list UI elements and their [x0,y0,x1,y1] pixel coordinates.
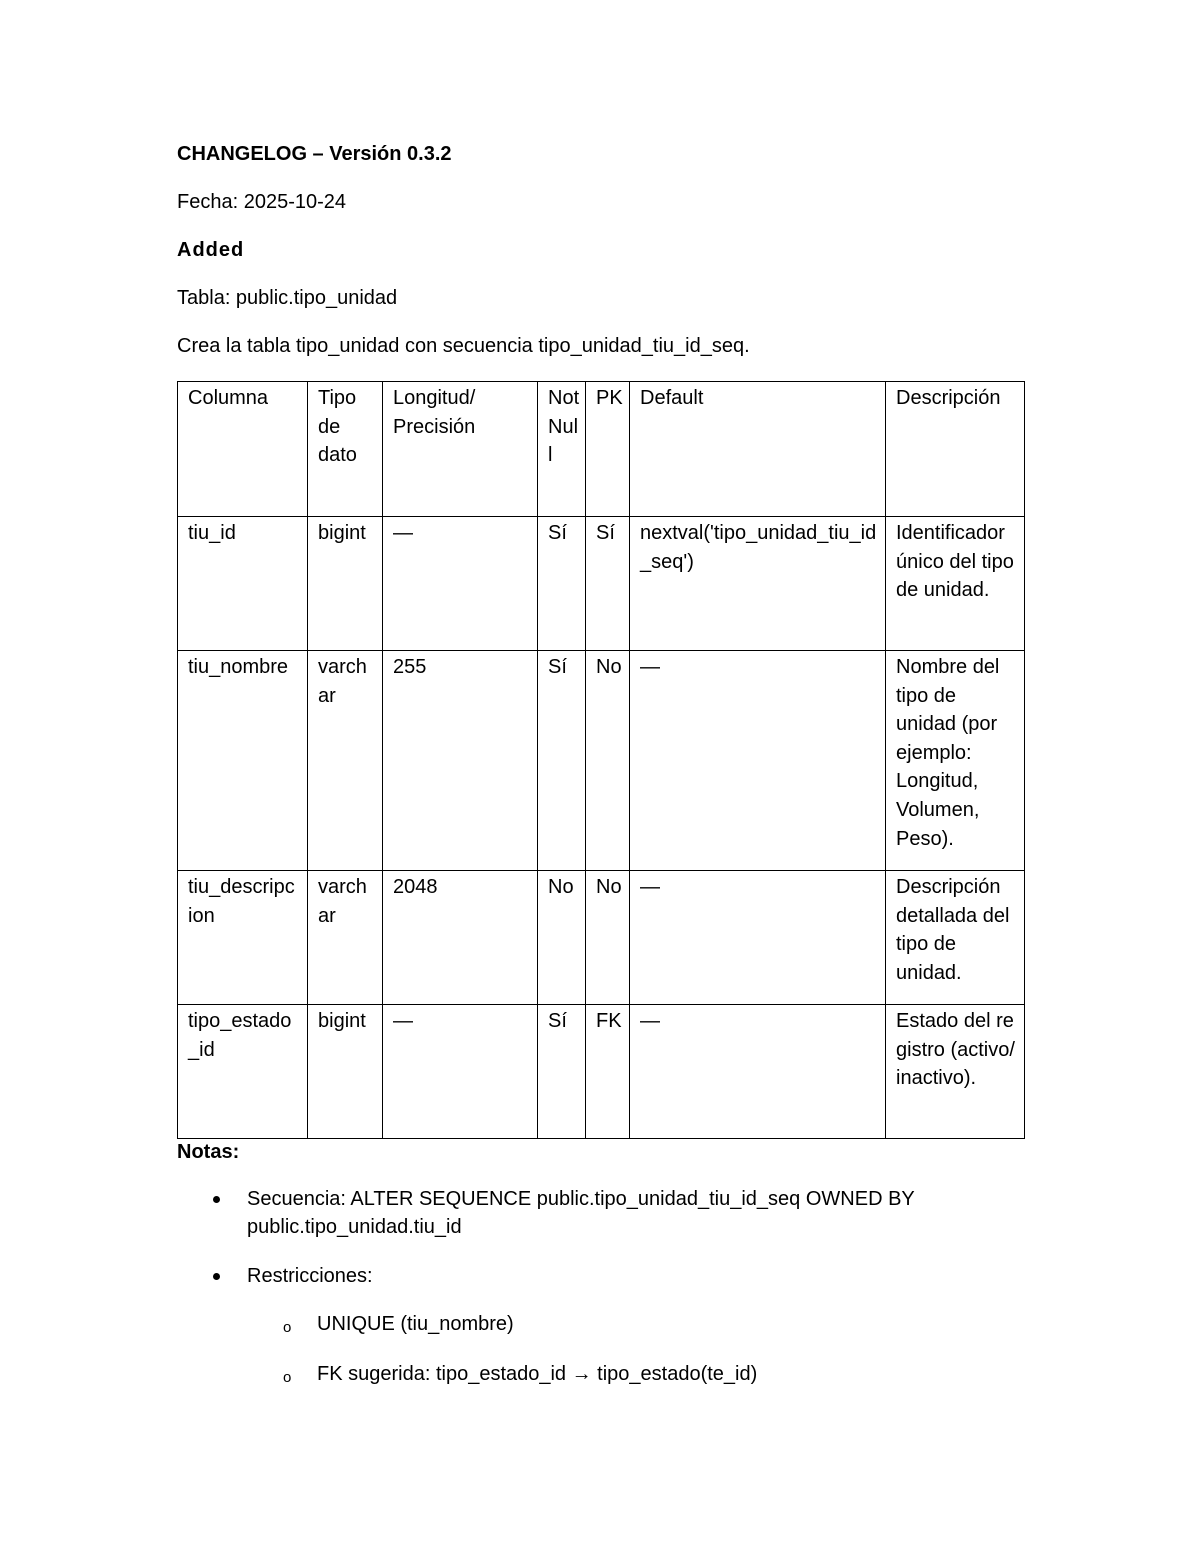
table-cell: tiu_descripcion [178,871,308,1005]
table-row [178,871,1025,1005]
bullet-dot-icon [213,1196,220,1203]
table-cell: 2048 [383,871,538,1005]
table-cell: Descripción detallada del tipo de unidad. [886,871,1025,1005]
note-item-restrictions: Restricciones: [247,1265,373,1287]
table-cell: Sí [538,651,586,871]
header-cell: Longitud/ Precisión [383,382,538,517]
header-cell: Descripción [886,382,1025,517]
table-cell: FK [586,1005,630,1139]
table-cell: Sí [538,1005,586,1139]
table-row [178,1005,1025,1139]
bullet-circle-icon: o [283,1319,292,1336]
table-cell: tipo_estado_id [178,1005,308,1139]
table-cell: — [630,651,886,871]
header-cell: Tipo de dato [308,382,383,517]
table-cell: varchar [308,871,383,1005]
table-cell: nextval('tipo_unidad_tiu_id_seq') [630,517,886,651]
table-cell: — [630,871,886,1005]
table-cell: No [538,871,586,1005]
header-cell: PK [586,382,630,517]
table-cell: Nombre del tipo de unidad (por ejemplo: Longitud, Volumen, Peso). [886,651,1025,871]
table-cell: bigint [308,1005,383,1139]
table-cell: Sí [538,517,586,651]
header-cell: Columna [178,382,308,517]
table-cell: No [586,871,630,1005]
bullet-dot-icon [213,1273,220,1280]
table-cell: tiu_nombre [178,651,308,871]
table-row [178,651,1025,871]
table-cell: 255 [383,651,538,871]
table-summary: Crea la tabla tipo_unidad con secuencia tipo_unidad_tiu_id_seq. [177,335,750,357]
table-cell: — [383,517,538,651]
table-cell: tiu_id [178,517,308,651]
table-cell: — [630,1005,886,1139]
section-heading: Added [177,239,245,261]
note-item-sequence: Secuencia: ALTER SEQUENCE public.tipo_unidad_tiu_id_seq OWNED BY public.tipo_unidad.tiu_id [247,1188,915,1238]
header-cell: Not Null [538,382,586,517]
header-cell: Default [630,382,886,517]
schema-table [177,381,1025,1139]
table-cell: No [586,651,630,871]
document-date: Fecha: 2025-10-24 [177,191,347,213]
table-row [178,517,1025,651]
document-title: CHANGELOG – Versión 0.3.2 [177,143,452,165]
table-cell: Sí [586,517,630,651]
note-subitem-unique: UNIQUE (tiu_nombre) [317,1313,514,1335]
table-header-row [178,382,1025,517]
notes-title: Notas: [177,1141,240,1163]
table-cell: varchar [308,651,383,871]
table-cell: Estado del registro (activo/inactivo). [886,1005,1025,1139]
table-name: Tabla: public.tipo_unidad [177,287,398,309]
table-cell: bigint [308,517,383,651]
table-cell: Identificador único del tipo de unidad. [886,517,1025,651]
note-subitem-fk: FK sugerida: tipo_estado_id → tipo_estado(te_id) [317,1363,758,1385]
bullet-circle-icon: o [283,1369,292,1386]
table-cell: — [383,1005,538,1139]
